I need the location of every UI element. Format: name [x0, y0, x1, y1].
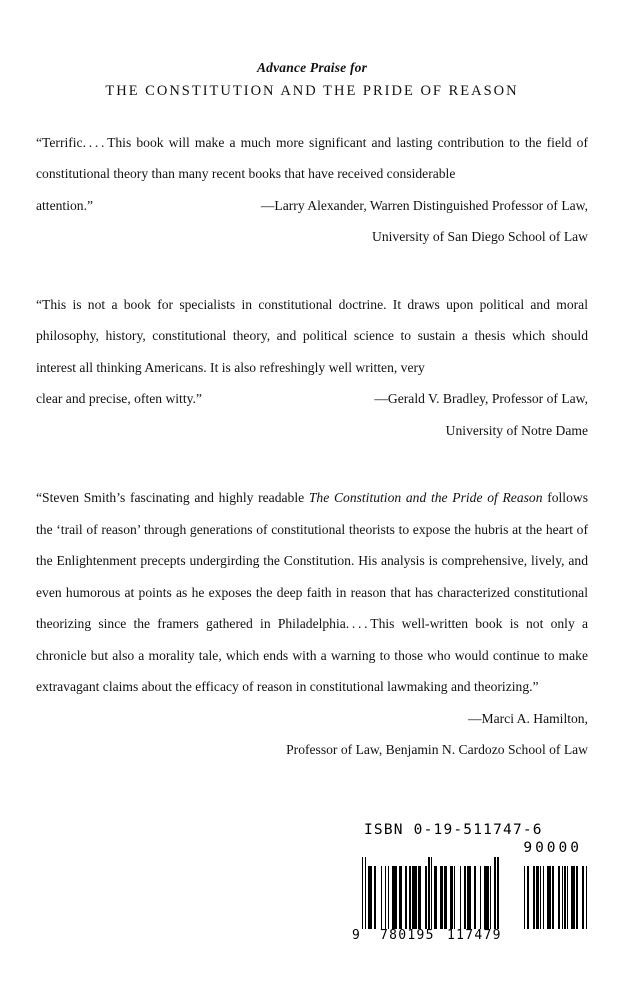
blurb-tail-and-attribution	[36, 190, 588, 222]
blurb-attribution-affiliation: University of San Diego School of Law	[372, 229, 588, 245]
ean5-barcode	[524, 857, 588, 929]
ean13-lead-digit: 9	[352, 928, 361, 943]
barcode-graphics	[352, 857, 588, 945]
blurb-body: “This is not a book for specialists in constitutional doctrine. It draws upon political and moral philosophy, history, constitutional theory, and political science to sustain a thesis which should interest all thinking Americans. It is also refreshingly well written, very	[36, 296, 588, 375]
ean5-addon-number: 90000	[523, 840, 582, 856]
blurb-body	[36, 482, 588, 703]
ean13-right-group: 117479	[447, 928, 502, 943]
praise-content	[36, 60, 588, 766]
blurb-attribution-name: —Larry Alexander, Warren Distinguished Professor of Law,	[260, 197, 588, 213]
blurb-attribution-name: —Gerald V. Bradley, Professor of Law,	[374, 391, 588, 407]
blurb-quote-2	[36, 289, 588, 447]
page-title: THE CONSTITUTION AND THE PRIDE OF REASON	[105, 83, 519, 100]
ean13-barcode	[352, 857, 516, 945]
blurb-tail-text: clear and precise, often witty.”	[36, 391, 202, 407]
blurb-quote-1	[36, 127, 588, 253]
blurb-italic-book-title: The Constitution and the Pride of Reason	[308, 490, 543, 506]
blurb-body-part-1: “Steven Smith’s fascinating and highly readable	[36, 490, 309, 506]
barcode-area	[352, 822, 588, 945]
praise-header	[36, 60, 588, 101]
ean13-bars	[362, 857, 516, 929]
blurb-body-part-2: follows the ‘trail of reason’ through generations of constitutional theorists to expose the hubris at the heart of the Enlightenment precepts undergirding the Constitution. His analysis is comprehensive, lively, and even humorous at points as he exposes the deep faith in reason that has characterized constitutional theorizing since the framers gathered in Philadelphia. . . . This well-written book is not only a chronicle but also a morality tale, which ends with a warning to those who would continue to make extravagant claims about the efficacy of reason in constitutional lawmaking and theorizing.”	[36, 490, 588, 695]
blurb-quote-3	[36, 482, 588, 766]
ean13-digits	[352, 928, 516, 945]
blurb-attribution-affiliation: Professor of Law, Benjamin N. Cardozo School of Law	[286, 742, 588, 758]
blurb-tail-text: attention.”	[36, 197, 93, 213]
blurb-attribution-name: —Marci A. Hamilton,	[467, 710, 588, 726]
blurb-attribution-affiliation: University of Notre Dame	[445, 422, 588, 438]
isbn-text: ISBN 0-19-511747-6	[364, 822, 543, 838]
advance-praise-label: Advance Praise for	[256, 60, 368, 75]
blurb-tail-and-attribution	[36, 383, 588, 415]
ean5-bars	[524, 857, 588, 929]
blurb-body: “Terrific. . . . This book will make a much more significant and lasting contribution to the field of constitutional theory than many recent books that have received considerable	[36, 134, 588, 182]
ean13-left-group: 780195	[380, 928, 435, 943]
